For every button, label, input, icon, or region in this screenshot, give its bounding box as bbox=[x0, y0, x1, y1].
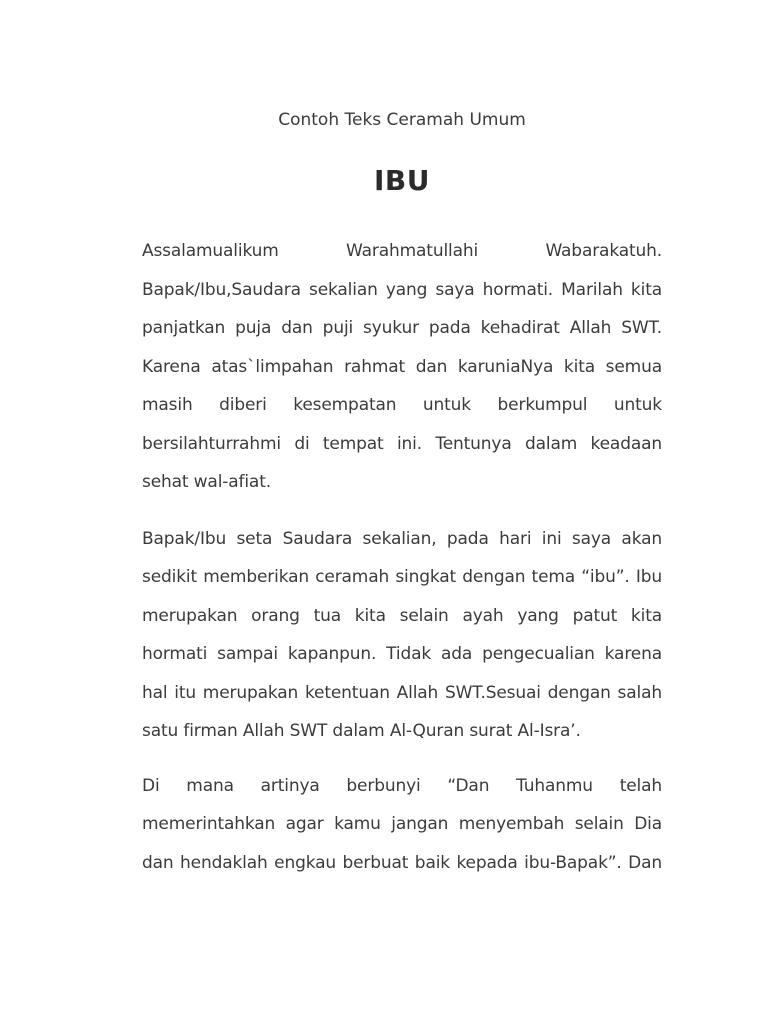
text-line: dan hendaklah engkau berbuat baik kepada ibu-Bapak”. Dan bbox=[142, 852, 662, 873]
text-line: Di mana artinya berbunyi “Dan Tuhanmu telah bbox=[142, 775, 662, 796]
text-line: memerintahkan agar kamu jangan menyembah selain Dia bbox=[142, 814, 662, 834]
text-line: Assalamualikum Warahmatullahi Wabarakatuh. bbox=[142, 241, 662, 261]
text-line: satu firman Allah SWT dalam Al-Quran surat Al-Isra’. bbox=[142, 721, 581, 741]
text-line: masih diberi kesempatan untuk berkumpul untuk bbox=[142, 395, 662, 415]
text-line: hormati sampai kapanpun. Tidak ada pengecualian karena bbox=[142, 644, 662, 664]
text-line: hal itu merupakan ketentuan Allah SWT.Sesuai dengan salah bbox=[142, 682, 662, 703]
document-title: IBU bbox=[374, 164, 430, 197]
document-content bbox=[142, 0, 662, 882]
paragraph-2 bbox=[142, 520, 662, 751]
text-line: Bapak/Ibu seta Saudara sekalian, pada hari ini saya akan bbox=[142, 528, 662, 549]
text-line: sedikit memberikan ceramah singkat dengan tema “ibu”. Ibu bbox=[142, 567, 662, 587]
paragraph-3 bbox=[142, 767, 662, 883]
text-line: merupakan orang tua kita selain ayah yang patut kita bbox=[142, 605, 662, 626]
text-line: Karena atas`limpahan rahmat dan karuniaNya kita semua bbox=[142, 356, 662, 377]
text-line: panjatkan puja dan puji syukur pada kehadirat Allah SWT. bbox=[142, 318, 662, 338]
paragraph-1 bbox=[142, 232, 662, 502]
text-line: Bapak/Ibu,Saudara sekalian yang saya hormati. Marilah kita bbox=[142, 279, 662, 300]
document-kicker: Contoh Teks Ceramah Umum bbox=[278, 110, 526, 130]
text-line: bersilahturrahmi di tempat ini. Tentunya dalam keadaan bbox=[142, 433, 662, 454]
text-line: sehat wal-afiat. bbox=[142, 472, 271, 492]
